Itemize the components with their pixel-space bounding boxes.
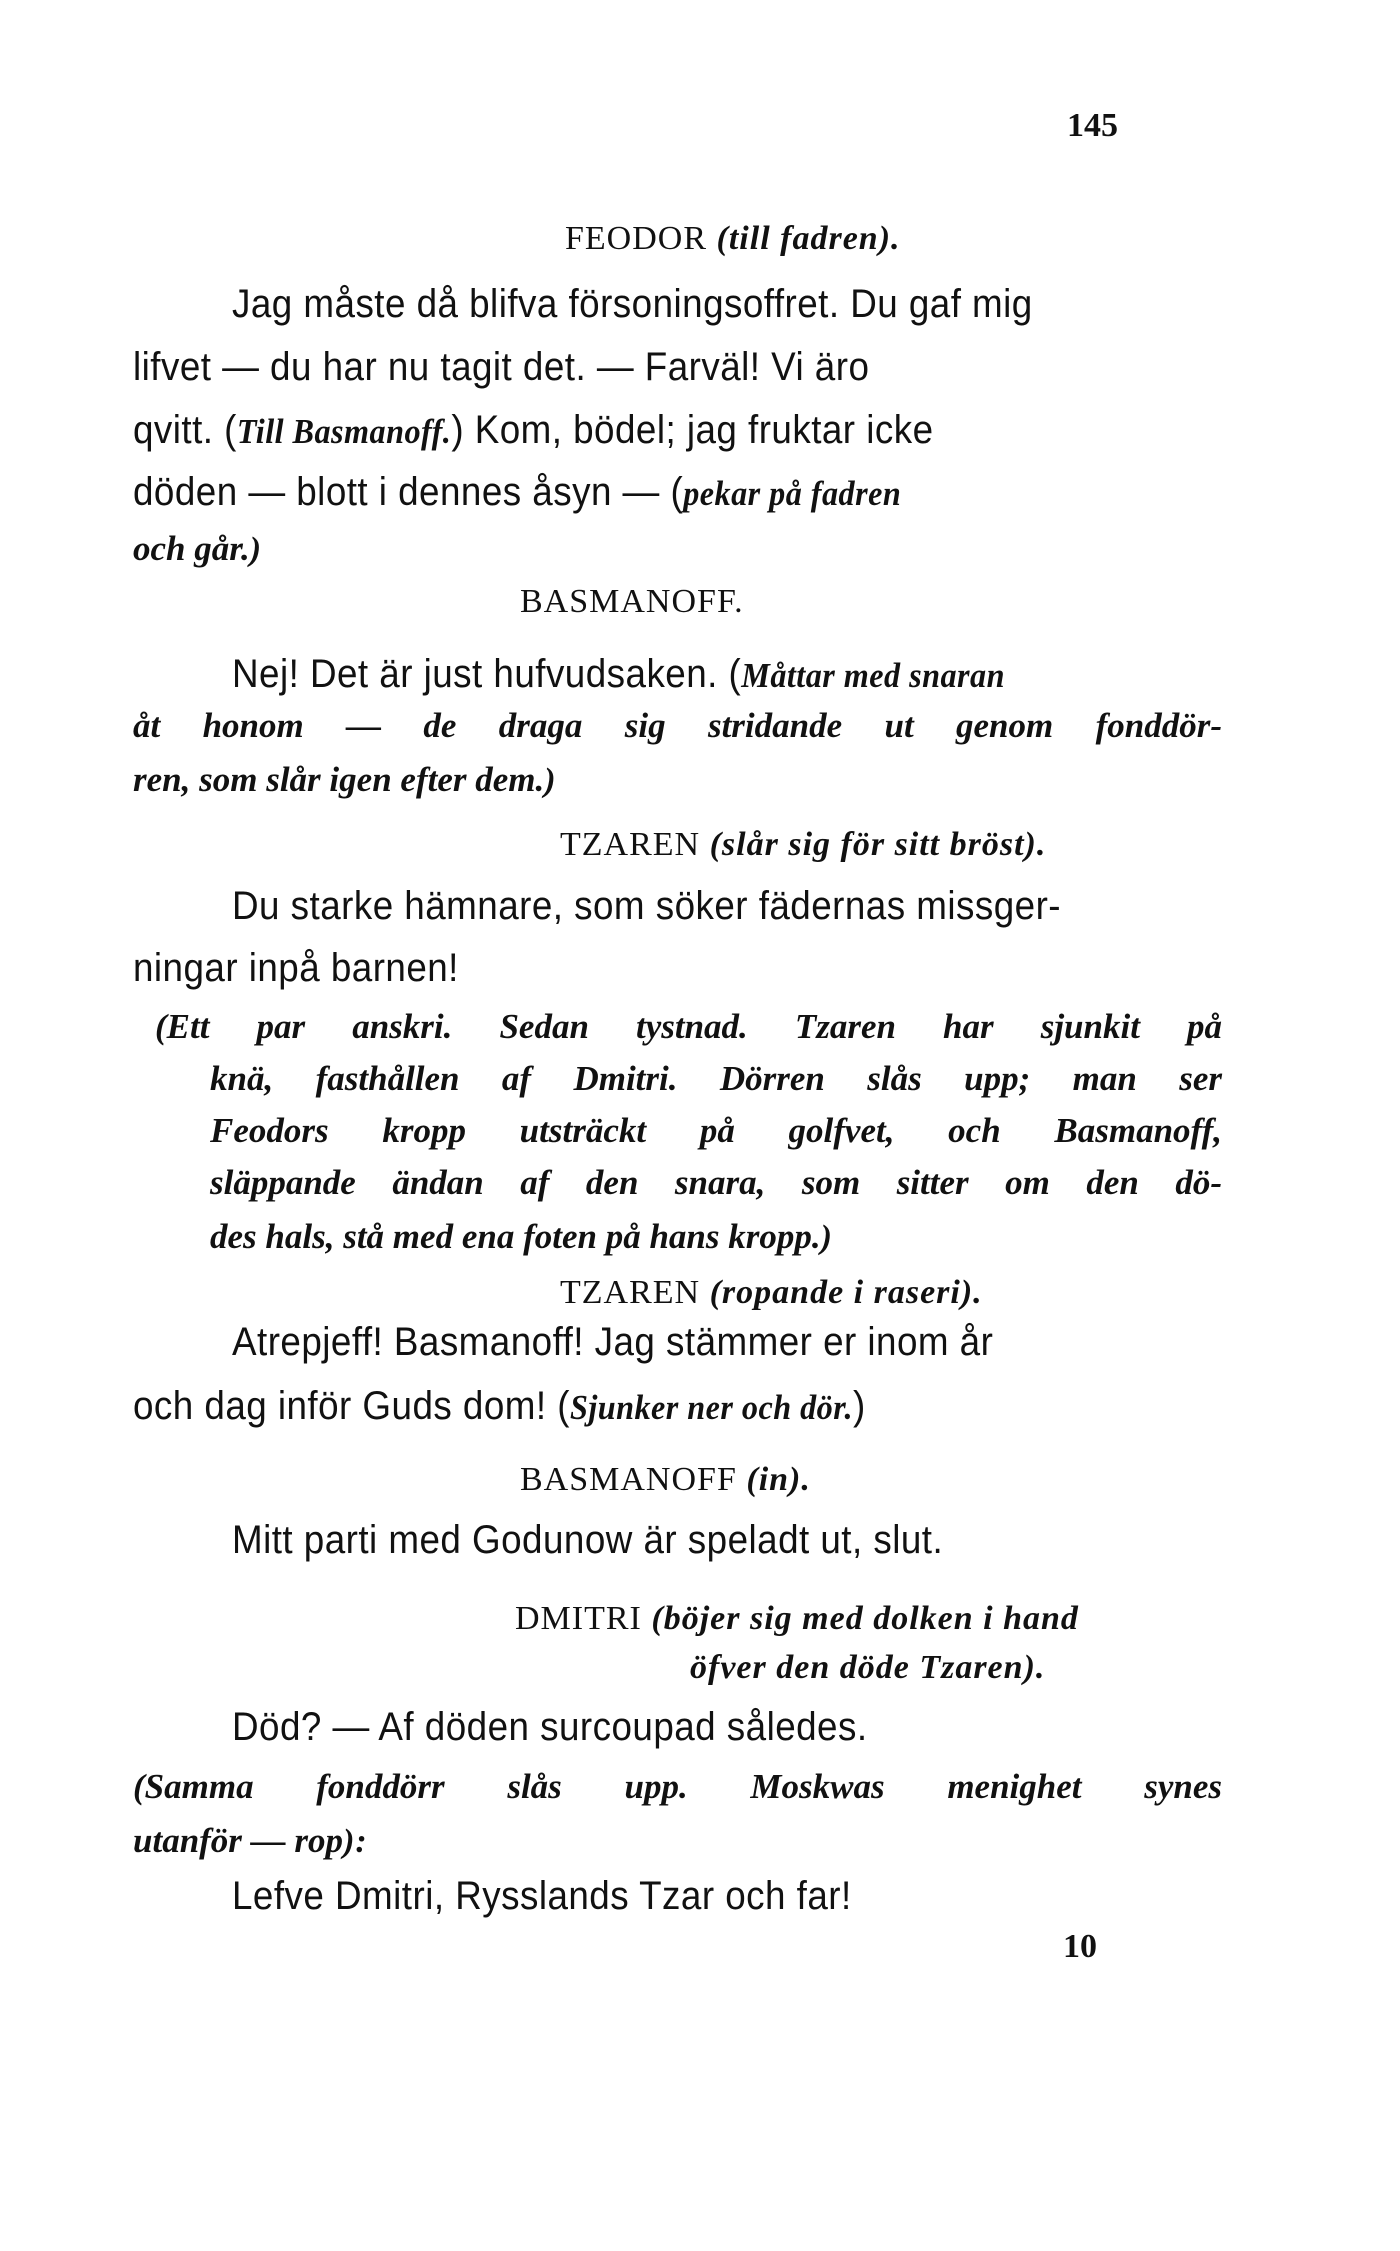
text-line: Du starke hämnare, som söker fädernas missger- bbox=[232, 884, 1062, 928]
text-line: qvitt. (Till Basmanoff.) Kom, bödel; jag fruktar icke bbox=[133, 408, 934, 452]
text-line: Lefve Dmitri, Rysslands Tzar och far! bbox=[232, 1874, 852, 1918]
stage-direction: öfver den döde Tzaren bbox=[690, 1649, 1024, 1686]
stage-direction: Till Basmanoff. bbox=[236, 412, 452, 451]
speaker-heading: TZAREN (ropande i raseri). bbox=[560, 1274, 983, 1311]
speaker-name: FEODOR bbox=[565, 220, 708, 257]
speaker-heading: FEODOR (till fadren). bbox=[565, 220, 901, 257]
stage-direction: böjer sig med dolken i hand bbox=[663, 1600, 1079, 1637]
stage-direction: pekar på fadren bbox=[683, 474, 902, 513]
text-line: och dag inför Guds dom! (Sjunker ner och dör.) bbox=[133, 1384, 866, 1428]
stage-direction-line: Feodors kropp utsträckt på golfvet, och Basmanoff, bbox=[210, 1111, 1222, 1150]
stage-direction-line: ren, som slår igen efter dem.) bbox=[133, 760, 557, 799]
stage-direction: Samma fonddörr slås upp. Moskwas menighet synes bbox=[144, 1767, 1222, 1806]
speaker-heading: BASMANOFF. bbox=[520, 583, 744, 620]
stage-direction-line: åt honom — de draga sig stridande ut genom fonddör- bbox=[133, 706, 1222, 745]
speaker-heading: BASMANOFF (in). bbox=[520, 1461, 811, 1498]
stage-direction-line: öfver den döde Tzaren). bbox=[690, 1649, 1046, 1686]
text-line: Död? — Af döden surcoupad således. bbox=[232, 1705, 868, 1749]
stage-direction-line: (Samma fonddörr slås upp. Moskwas menighet synes bbox=[133, 1767, 1222, 1806]
stage-direction: ropande i raseri bbox=[721, 1274, 961, 1311]
text-line: döden — blott i dennes åsyn — (pekar på fadren bbox=[133, 470, 902, 514]
stage-direction: des hals, stå med ena foten på hans kropp. bbox=[210, 1217, 821, 1256]
speaker-heading: TZAREN (slår sig för sitt bröst). bbox=[560, 826, 1047, 863]
stage-direction: in bbox=[758, 1461, 790, 1498]
stage-direction: slår sig för sitt bröst bbox=[721, 826, 1025, 863]
stage-direction: och går. bbox=[133, 529, 250, 568]
stage-direction: till fadren bbox=[728, 220, 879, 257]
stage-direction-line: utanför — rop): bbox=[133, 1821, 368, 1860]
text-line: ningar inpå barnen! bbox=[133, 946, 459, 990]
stage-direction: ren, som slår igen efter dem. bbox=[133, 760, 545, 799]
text-line: Atrepjeff! Basmanoff! Jag stämmer er inom år bbox=[232, 1320, 994, 1364]
stage-direction: Måttar med snaran bbox=[741, 656, 1005, 695]
text-line: och går.) bbox=[133, 529, 263, 568]
speaker-name: BASMANOFF bbox=[520, 1461, 737, 1498]
stage-direction-line: släppande ändan af den snara, som sitter om den dö- bbox=[210, 1163, 1222, 1202]
text-line: Nej! Det är just hufvudsaken. (Måttar med snaran bbox=[232, 652, 1005, 696]
text-line: lifvet — du har nu tagit det. — Farväl! Vi äro bbox=[133, 345, 870, 389]
stage-direction-line: knä, fasthållen af Dmitri. Dörren slås upp; man ser bbox=[210, 1059, 1222, 1098]
stage-direction-line: (Ett par anskri. Sedan tystnad. Tzaren har sjunkit på bbox=[155, 1007, 1222, 1046]
signature-mark: 10 bbox=[1063, 1928, 1097, 1965]
stage-direction: Ett par anskri. Sedan tystnad. Tzaren har sjunkit på bbox=[166, 1007, 1222, 1046]
stage-direction: utanför — rop bbox=[133, 1821, 344, 1860]
page-number: 145 bbox=[1067, 107, 1118, 144]
speaker-heading: DMITRI (böjer sig med dolken i hand bbox=[515, 1600, 1079, 1637]
speaker-name: TZAREN bbox=[560, 1274, 701, 1311]
stage-direction: Sjunker ner och dör. bbox=[569, 1388, 853, 1427]
speaker-name: TZAREN bbox=[560, 826, 701, 863]
stage-direction-line: des hals, stå med ena foten på hans kropp.) bbox=[210, 1217, 833, 1256]
text-line: Jag måste då blifva försoningsoffret. Du gaf mig bbox=[232, 282, 1033, 326]
text-line: Mitt parti med Godunow är speladt ut, slut. bbox=[232, 1518, 944, 1562]
speaker-name: DMITRI bbox=[515, 1600, 642, 1637]
